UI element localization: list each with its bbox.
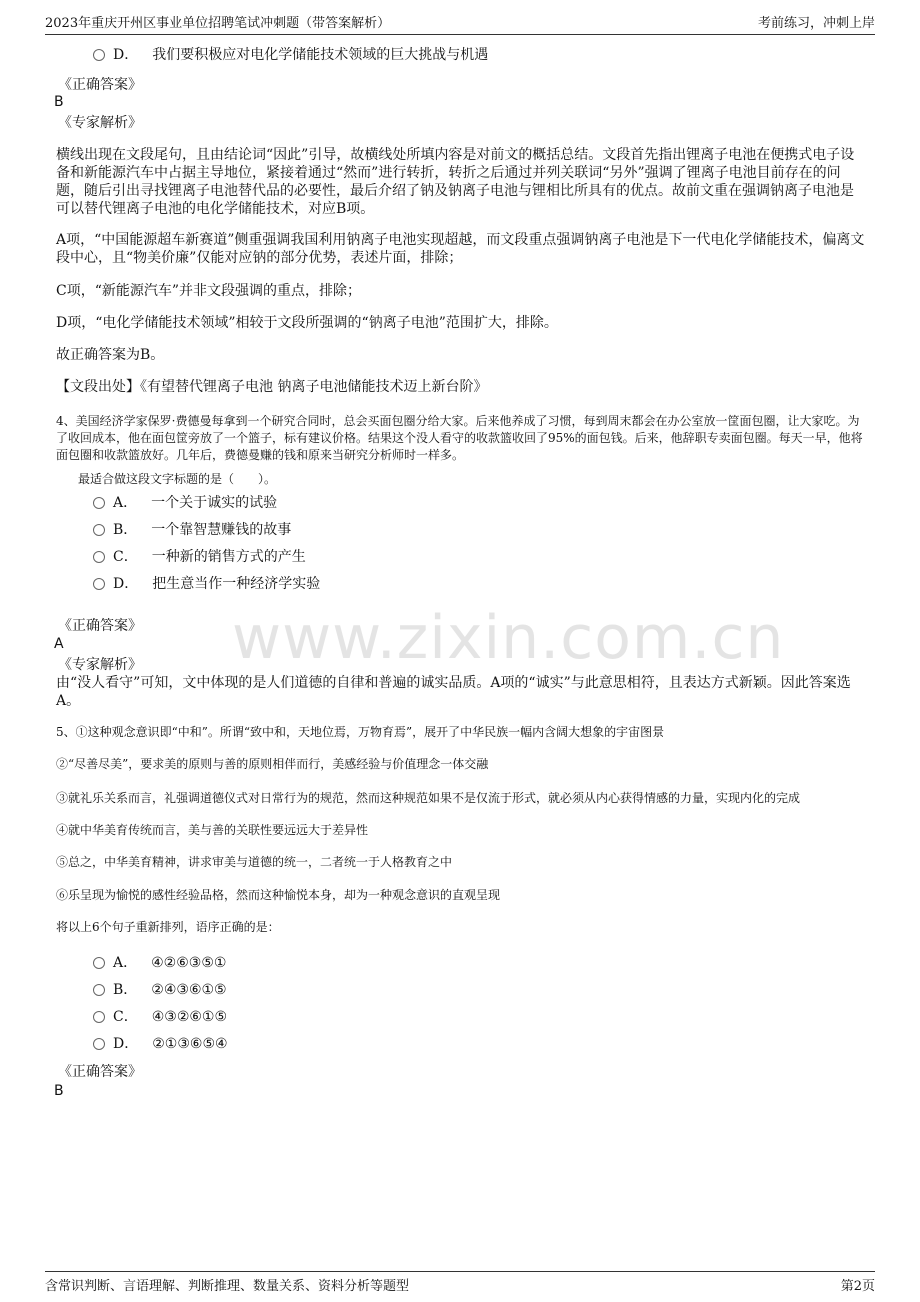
footer-topics: 含常识判断、言语理解、判断推理、数量关系、资料分析等题型 — [45, 1279, 410, 1294]
q4-question: 最适合做这段文字标题的是（ ）。 — [78, 472, 277, 486]
page-header — [45, 12, 875, 35]
q5-answer-label: 《正确答案》 — [58, 1064, 142, 1080]
q3-option-d[interactable] — [93, 46, 488, 64]
q5-sentence: ⑤总之，中华美育精神，讲求审美与道德的统一，二者统一于人格教育之中 — [56, 855, 453, 869]
option-letter: A． — [113, 495, 138, 511]
q4-option-a[interactable] — [93, 494, 277, 512]
radio-icon[interactable] — [93, 524, 105, 536]
radio-icon[interactable] — [93, 497, 105, 509]
q5-answer: B — [54, 1083, 64, 1099]
option-text: 一个靠智慧赚钱的故事 — [151, 522, 292, 538]
option-letter: C． — [113, 1009, 138, 1025]
option-letter: B． — [113, 522, 138, 538]
q3-answer-label: 《正确答案》 — [58, 77, 142, 93]
q3-analysis-label: 《专家解析》 — [58, 115, 142, 131]
radio-icon[interactable] — [93, 984, 105, 996]
q3-source: 【文段出处】《有望替代锂离子电池 钠离子电池储能技术迈上新台阶》 — [56, 379, 488, 395]
q5-option-d[interactable] — [93, 1035, 228, 1053]
option-letter: D． — [113, 576, 139, 592]
q4-answer: A — [54, 636, 64, 652]
q4-option-b[interactable] — [93, 521, 291, 539]
radio-icon[interactable] — [93, 578, 105, 590]
q4-analysis-label: 《专家解析》 — [58, 657, 142, 673]
q3-analysis-paragraph: A项，“中国能源超车新赛道”侧重强调我国利用钠离子电池实现超越，而文段重点强调钠离子电池是下一代电化学储能技术，偏离文段中心，且“物美价廉”仅能对应钠的部分优势，表述片面，排除； — [56, 232, 865, 266]
q5-question: 将以上6个句子重新排列，语序正确的是： — [56, 920, 280, 934]
option-text: ④②⑥③⑤① — [151, 955, 227, 971]
option-text: ④③②⑥①⑤ — [151, 1009, 228, 1025]
radio-icon[interactable] — [93, 551, 105, 563]
q5-sentence: 5、①这种观念意识即“中和”。所谓“致中和，天地位焉，万物育焉”，展开了中华民族一幅内含阔大想象的宇宙图景 — [56, 725, 665, 739]
q3-analysis-paragraph: D项，“电化学储能技术领域”相较于文段所强调的“钠离子电池”范围扩大，排除。 — [56, 315, 558, 331]
q4-option-c[interactable] — [93, 548, 306, 566]
q3-analysis-paragraph: 故正确答案为B。 — [56, 347, 165, 363]
q3-analysis-paragraph: 横线出现在文段尾句，且由结论词“因此”引导，故横线处所填内容是对前文的概括总结。文段首先指出锂离子电池在便携式电子设备和新能源汽车中占据主导地位，紧接着通过“然而”进行转折，转折之后通过并列关联词“另外”强调了锂离子电池目前存在的问题，随后引出寻找锂离子电池替代品的必要性，最后介绍了钠及钠离子电池与锂相比所具有的优点。故前文重在强调钠离子电池是可以替代锂离子电池的电化学储能技术，对应B项。 — [56, 147, 855, 217]
q5-sentence: ②“尽善尽美”，要求美的原则与善的原则相伴而行，美感经验与价值理念一体交融 — [56, 757, 489, 771]
q5-option-c[interactable] — [93, 1008, 227, 1026]
q5-option-a[interactable] — [93, 954, 226, 972]
radio-icon[interactable] — [93, 49, 105, 61]
radio-icon[interactable] — [93, 1011, 105, 1023]
page-footer — [45, 1271, 875, 1294]
q4-answer-label: 《正确答案》 — [58, 618, 142, 634]
q4-stem: 4、美国经济学家保罗·费德曼每拿到一个研究合同时，总会买面包圈分给大家。后来他养成了习惯，每到周末都会在办公室放一筐面包圈，让大家吃。为了收回成本，他在面包筐旁放了一个篮子，标有建议价格。结果这个没人看守的收款篮收回了95%的面包钱。后来，他辞职专卖面包圈。每天一早，他将面包圈和收款篮放好。几年后，费德曼赚的钱和原来当研究分析师时一样多。 — [56, 414, 863, 462]
option-text: 把生意当作一种经济学实验 — [152, 576, 321, 592]
header-title: 2023年重庆开州区事业单位招聘笔试冲刺题（带答案解析） — [45, 16, 391, 31]
q4-analysis: 由“没人看守”可知，文中体现的是人们道德的自律和普遍的诚实品质。A项的“诚实”与此意思相符，且表达方式新颖。因此答案选A。 — [56, 675, 851, 709]
page-number: 第2页 — [840, 1279, 875, 1294]
q4-option-d[interactable] — [93, 575, 320, 593]
radio-icon[interactable] — [93, 1038, 105, 1050]
option-text: 一个关于诚实的试验 — [151, 495, 278, 511]
watermark: www.zixin.com.cn — [232, 603, 785, 673]
option-letter: B． — [113, 982, 138, 998]
option-letter: C． — [113, 549, 138, 565]
option-text: 我们要积极应对电化学储能技术领域的巨大挑战与机遇 — [152, 47, 489, 63]
option-text: 一种新的销售方式的产生 — [151, 549, 306, 565]
option-letter: D． — [113, 1036, 139, 1052]
option-letter: A． — [113, 955, 138, 971]
q5-option-b[interactable] — [93, 981, 227, 999]
q5-sentence: ③就礼乐关系而言，礼强调道德仪式对日常行为的规范，然而这种规范如果不是仅流于形式，就必须从内心获得情感的力量，实现内化的完成 — [56, 791, 801, 805]
header-slogan: 考前练习，冲刺上岸 — [757, 16, 875, 31]
q3-answer: B — [54, 94, 64, 110]
q3-analysis-paragraph: C项，“新能源汽车”并非文段强调的重点，排除； — [56, 283, 362, 299]
radio-icon[interactable] — [93, 957, 105, 969]
q5-sentence: ④就中华美育传统而言，美与善的关联性要远远大于差异性 — [56, 823, 369, 837]
q5-sentence: ⑥乐呈现为愉悦的感性经验品格，然而这种愉悦本身，却为一种观念意识的直观呈现 — [56, 888, 501, 902]
option-text: ②④③⑥①⑤ — [151, 982, 227, 998]
option-letter: D． — [113, 47, 139, 63]
option-text: ②①③⑥⑤④ — [152, 1036, 228, 1052]
